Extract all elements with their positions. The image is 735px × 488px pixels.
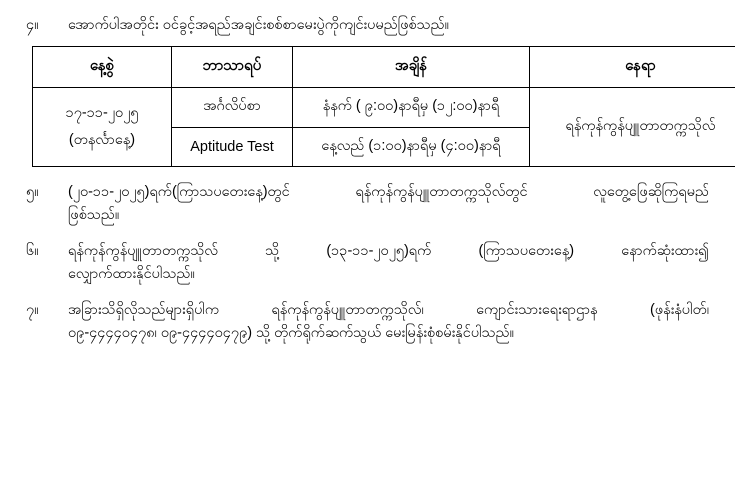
paragraph-5-seg-c: လူတွေ့ဖြေဆိုကြရမည်: [593, 184, 709, 201]
table-cell-place: ရန်ကုန်ကွန်ပျူတာတက္ကသိုလ်: [530, 88, 735, 167]
table-cell-date: [33, 88, 172, 167]
paragraph-7-seg-a: အခြားသိရှိလိုသည်များရှိပါက: [68, 302, 220, 319]
table-cell-subject-1: အင်္ဂလိပ်စာ: [172, 88, 293, 128]
paragraph-5-seg-a: (၂၀-၁၁-၂၀၂၅)ရက်(ကြာသပတေးနေ့)တွင်: [68, 184, 290, 201]
paragraph-7-seg-d: (ဖုန်းနံပါတ်၊: [650, 302, 709, 319]
table-header-subject: ဘာသာရပ်: [172, 47, 293, 88]
paragraph-5-line-1: [68, 181, 709, 203]
paragraph-7-text: [60, 299, 709, 344]
paragraph-7: [26, 299, 709, 344]
date-line-2: (တနင်္လာနေ့): [68, 132, 136, 149]
table-cell-subject-2: Aptitude Test: [172, 127, 293, 167]
paragraph-6-number: ၆။: [26, 243, 39, 260]
paragraph-5-text: [60, 181, 709, 226]
paragraph-4-number: ၄။: [26, 17, 39, 33]
paragraph-4-text: အောက်ပါအတိုင်း ဝင်ခွင့်အရည်အချင်းစစ်စာမေးပွဲကိုကျင်းပမည်ဖြစ်သည်။: [68, 17, 450, 33]
paragraph-7-number: ၇။: [26, 302, 39, 319]
paragraph-6-seg-d: (ကြာသပတေးနေ့): [478, 243, 575, 260]
paragraph-7-seg-c: ကျောင်းသားရေးရာဌာန: [476, 302, 598, 319]
table-header-date: နေ့စွဲ: [33, 47, 172, 88]
paragraph-7-seg-b: ရန်ကုန်ကွန်ပျူတာတက္ကသိုလ်၊: [271, 302, 424, 319]
paragraph-6-text: [60, 240, 709, 285]
table-header-place: နေရာ: [530, 47, 735, 88]
paragraph-6-line-1: [68, 240, 709, 262]
table-row: [33, 88, 735, 128]
table-cell-time-1: နံနက် ( ၉:၀၀)နာရီမှ (၁၂:၀၀)နာရီ: [293, 88, 530, 128]
date-line-1: ၁၇-၁၁-၂၀၂၅: [65, 104, 139, 121]
paragraph-5: [26, 181, 709, 226]
table-header-row: [33, 47, 735, 88]
schedule-table-wrapper: [32, 46, 716, 167]
paragraph-4: [26, 14, 709, 36]
paragraph-6: [26, 240, 709, 285]
paragraph-6-seg-e: နောက်ဆုံးထား၍: [621, 243, 709, 260]
paragraph-6-seg-c: (၁၃-၁၁-၂၀၂၅)ရက်: [326, 243, 432, 260]
table-header-time: အချိန်: [293, 47, 530, 88]
paragraph-5-line-2: ဖြစ်သည်။: [68, 206, 120, 223]
schedule-table: [32, 46, 735, 167]
paragraph-5-number: ၅။: [26, 184, 39, 201]
paragraph-7-line-1: [68, 299, 709, 321]
paragraph-5-seg-b: ရန်ကုန်ကွန်ပျူတာတက္ကသိုလ်တွင်: [355, 184, 528, 201]
paragraph-6-seg-a: ရန်ကုန်ကွန်ပျူတာတက္ကသိုလ်: [68, 243, 218, 260]
paragraph-7-line-2: ၀၉-၄၄၄၄၀၄၇၈၊ ၀၉-၄၄၄၄၀၄၇၉) သို့ တိုက်ရိုက်ဆက်သွယ် မေးမြန်းစုံစမ်းနိုင်ပါသည်။: [68, 324, 515, 341]
table-cell-time-2: နေ့လည် (၁:၀၀)နာရီမှ (၄:၀၀)နာရီ: [293, 127, 530, 167]
paragraph-6-seg-b: သို့: [265, 243, 280, 260]
paragraph-6-line-2: လျှောက်ထားနိုင်ပါသည်။: [68, 265, 195, 282]
